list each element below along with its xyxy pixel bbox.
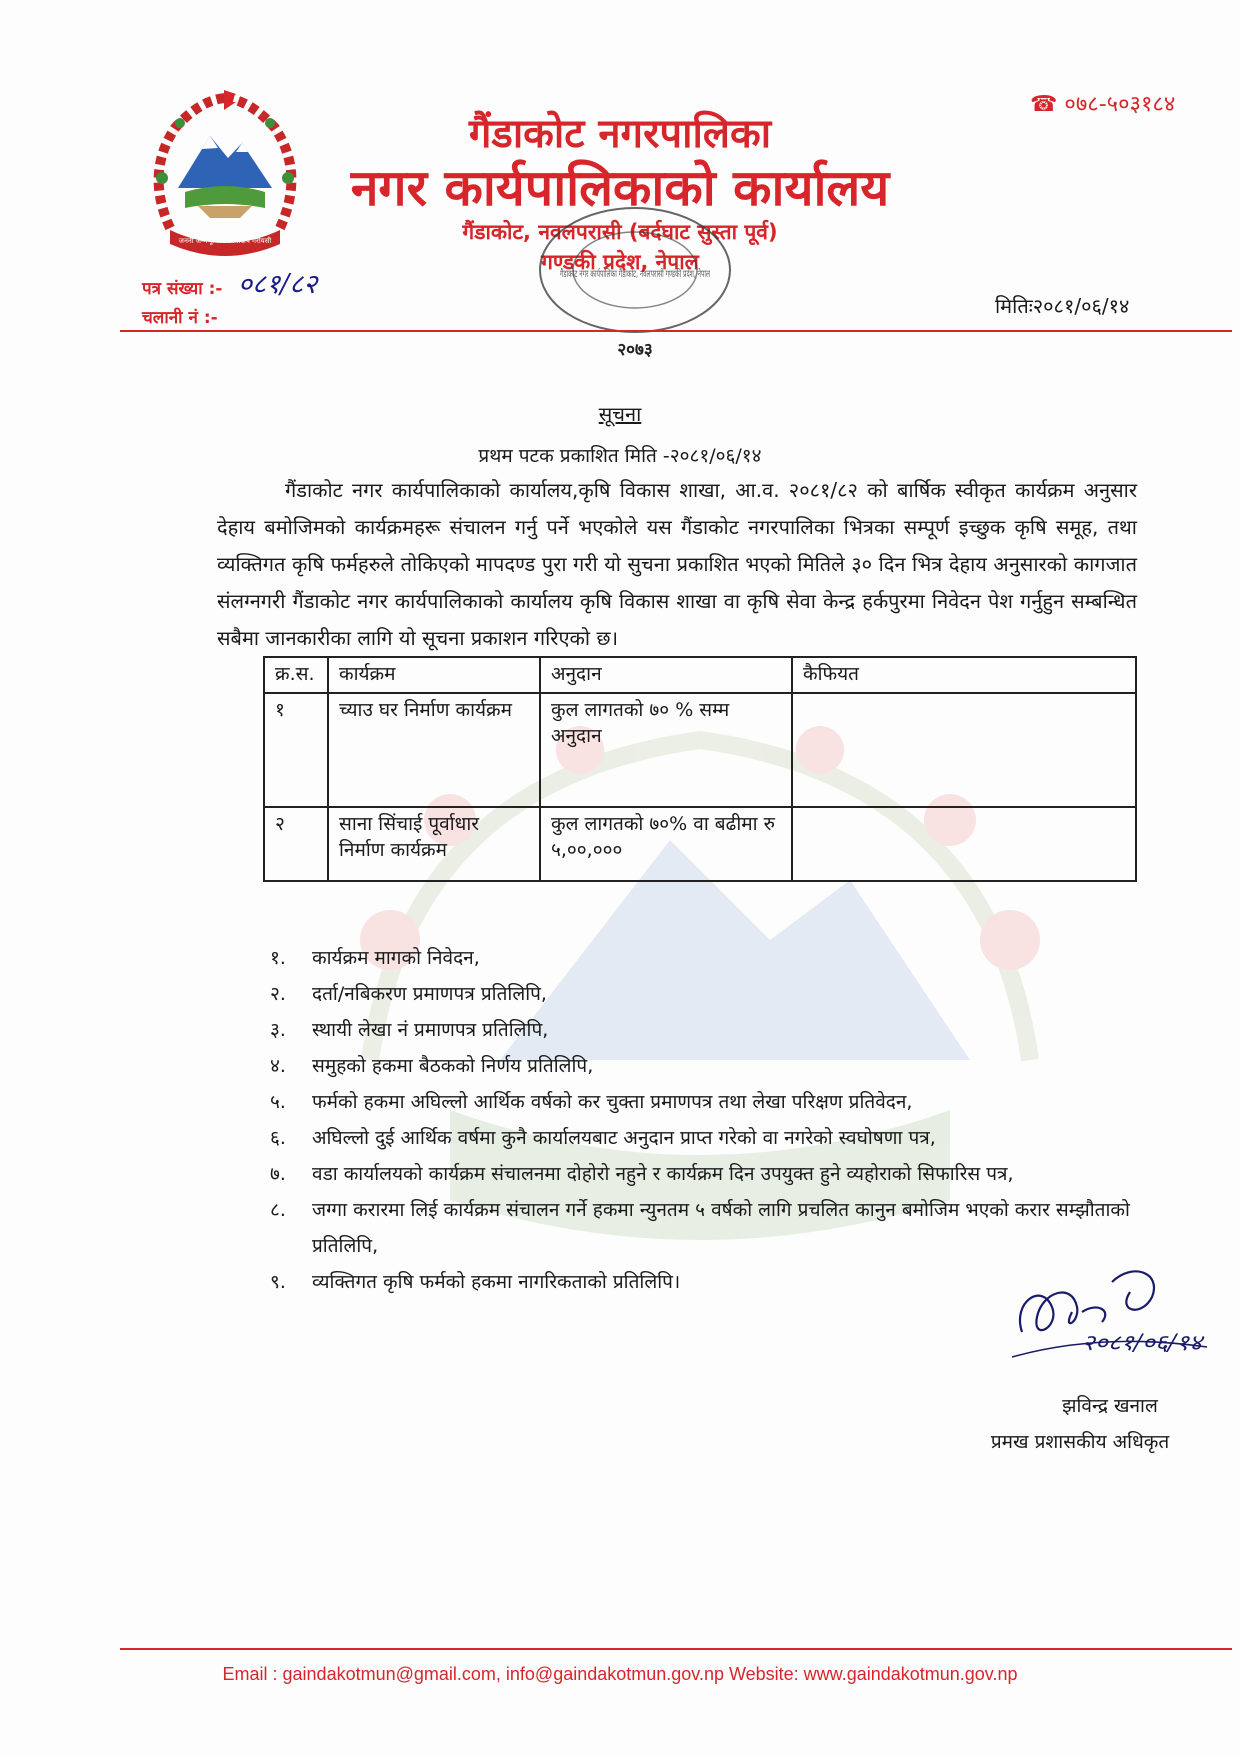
item-text: समुहको हकमा बैठकको निर्णय प्रतिलिपि,	[312, 1055, 594, 1077]
emblem-motto: जननी जन्मभूमिश्च स्वर्गादपि गरीयसी	[178, 237, 272, 245]
list-item	[270, 1048, 1150, 1084]
program-table	[263, 656, 1137, 882]
item-number: ३.	[270, 1019, 286, 1041]
signer-name: झविन्द्र खनाल	[1062, 1395, 1158, 1417]
list-item	[270, 1156, 1150, 1192]
office-stamp	[520, 195, 810, 360]
table-header: कैफियत	[792, 657, 1136, 693]
phone-number: ०७८-५०३१८४	[1064, 92, 1176, 117]
notice-paragraph: गैंडाकोट नगर कार्यपालिकाको कार्यालय,कृषि विकास शाखा, आ.व. २०८१/८२ को बार्षिक स्वीकृत कार्यक्रम अनुसार देहाय बमोजिमको कार्यक्रमहरू संचालन गर्नु पर्ने भएकोले यस गैंडाकोट नगरपालिका भित्रका सम्पूर्ण इच्छुक कृषि समूह, तथा व्यक्तिगत कृषि फर्महरुले तोकिएको मापदण्ड पुरा गरी यो सुचना प्रकाशित भएको मितिले ३० दिन भित्र देहाय अनुसारको कागजात संलग्नगरी गैंडाकोट नगर कार्यपालिकाको कार्यालय कृषि विकास शाखा वा कृषि सेवा केन्द्र हर्कपुरमा निवेदन पेश गर्नुहुन सम्बन्धित सबैमा जानकारीका लागि यो सूचना प्रकाशन गरिएको छ।	[217, 478, 1137, 650]
table-row	[264, 807, 1136, 881]
item-number: ५.	[270, 1091, 286, 1113]
list-item	[270, 1012, 1150, 1048]
signer-designation: प्रमख प्रशासकीय अधिकृत	[990, 1431, 1170, 1453]
required-documents-list	[270, 940, 1150, 1300]
office-address: गैंडाकोट, नवलपरासी (बर्दघाट सुस्ता पूर्व)	[462, 220, 778, 244]
item-text: अघिल्लो दुई आर्थिक वर्षमा कुनै कार्यालयबाट अनुदान प्राप्त गरेको वा नगरेको स्वघोषणा पत्र,	[312, 1127, 936, 1149]
list-item	[270, 940, 1150, 976]
table-cell: च्याउ घर निर्माण कार्यक्रम	[328, 693, 540, 807]
item-number: १.	[270, 947, 286, 969]
item-text: स्थायी लेखा नं प्रमाणपत्र प्रतिलिपि,	[312, 1019, 549, 1041]
item-text: कार्यक्रम मागको निवेदन,	[312, 947, 480, 969]
item-text: फर्मको हकमा अघिल्लो आर्थिक वर्षको कर चुक्ता प्रमाणपत्र तथा लेखा परिक्षण प्रतिवेदन,	[312, 1091, 913, 1113]
table-header-row	[264, 657, 1136, 693]
office-name: नगर कार्यपालिकाको कार्यालय	[350, 159, 890, 217]
table-cell: कुल लागतको ७०% वा बढीमा रु ५,००,०००	[540, 807, 792, 881]
letter-date: मितिः२०८१/०६/१४	[995, 294, 1130, 318]
list-item	[270, 976, 1150, 1012]
stamp-text: गैंडाकोट नगर कार्यपालिका गैंडाकोट, नवलपरासी गण्डकी प्रदेश, नेपाल	[560, 269, 810, 280]
item-number: ६.	[270, 1127, 286, 1149]
phone-icon: ☎	[1030, 92, 1058, 117]
table-cell: कुल लागतको ७० % सम्म अनुदान	[540, 693, 792, 807]
list-item	[270, 1192, 1150, 1264]
municipality-name: गैंडाकोट नगरपालिका	[468, 111, 772, 157]
footer-divider	[120, 1648, 1232, 1650]
item-text: वडा कार्यालयको कार्यक्रम संचालनमा दोहोरो नहुने र कार्यक्रम दिन उपयुक्त हुने व्यहोराको सिफारिस पत्र,	[312, 1163, 1014, 1185]
item-number: ७.	[270, 1163, 286, 1185]
item-number: ८.	[270, 1199, 286, 1221]
header-divider	[120, 330, 1232, 332]
signature-date: २०८१/०६/१४	[1082, 1331, 1205, 1356]
list-item	[270, 1084, 1150, 1120]
handwritten-signature	[1002, 1262, 1212, 1382]
table-header: कार्यक्रम	[328, 657, 540, 693]
item-number: ९.	[270, 1271, 286, 1293]
item-text: दर्ता/नबिकरण प्रमाणपत्र प्रतिलिपि,	[312, 983, 547, 1005]
stamp-year: २०७३	[617, 340, 653, 360]
table-row	[264, 693, 1136, 807]
item-number: ४.	[270, 1055, 286, 1077]
item-text: जग्गा करारमा लिई कार्यक्रम संचालन गर्ने हकमा न्युनतम ५ वर्षको लागि प्रचलित कानुन बमोजिम भएको करार सम्झौताको प्रतिलिपि,	[312, 1199, 1130, 1257]
notice-title: सूचना	[598, 402, 642, 426]
item-number: २.	[270, 983, 286, 1005]
table-cell: १	[264, 693, 328, 807]
table-cell	[792, 693, 1136, 807]
footer-contact: Email : gaindakotmun@gmail.com, info@gaindakotmun.gov.np Website: www.gaindakotmun.gov.np	[222, 1664, 1018, 1684]
table-cell: २	[264, 807, 328, 881]
dispatch-number-label: चलानी नं :-	[142, 308, 218, 328]
ref-number-value: ०८१/८२	[238, 269, 318, 300]
table-header: अनुदान	[540, 657, 792, 693]
item-text: व्यक्तिगत कृषि फर्मको हकमा नागरिकताको प्रतिलिपि।	[312, 1271, 681, 1293]
ref-number-label: पत्र संख्या :-	[142, 279, 223, 299]
table-cell: साना सिंचाई पूर्वाधार निर्माण कार्यक्रम	[328, 807, 540, 881]
table-header: क्र.स.	[264, 657, 328, 693]
office-province: गण्डकी प्रदेश, नेपाल	[541, 250, 699, 274]
table-cell	[792, 807, 1136, 881]
publication-date: प्रथम पटक प्रकाशित मिति -२०८१/०६/१४	[478, 445, 762, 467]
list-item	[270, 1120, 1150, 1156]
